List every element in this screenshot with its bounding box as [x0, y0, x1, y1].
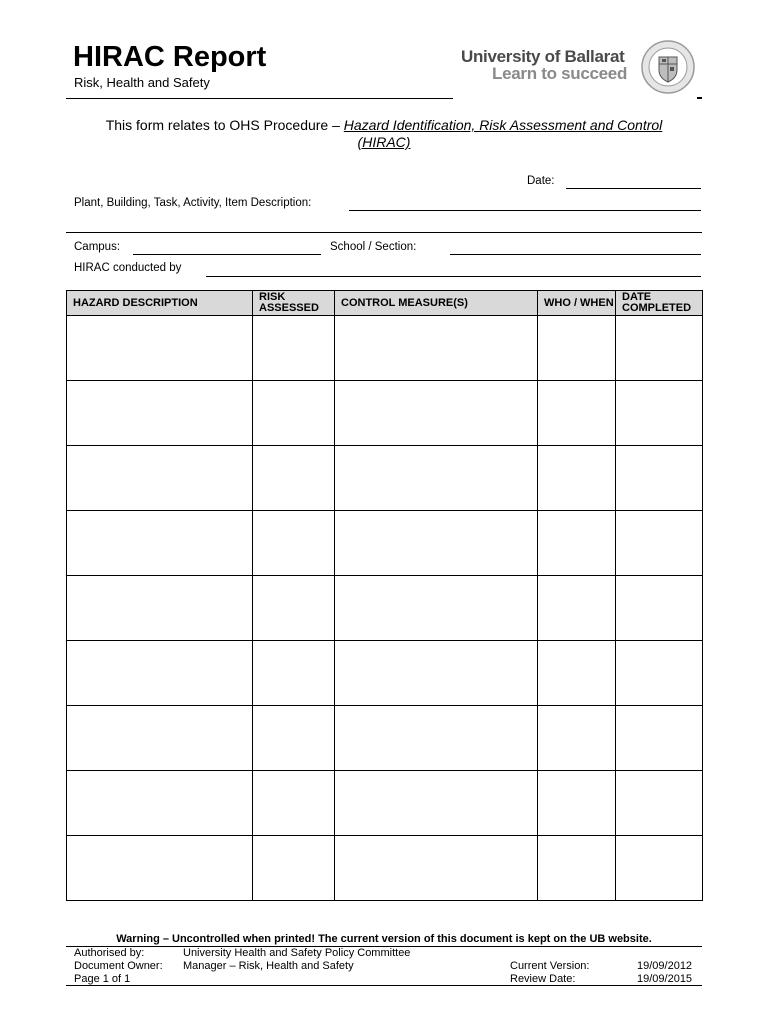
- date-cell[interactable]: [616, 446, 703, 511]
- risk-cell[interactable]: [253, 511, 335, 576]
- review-date-value: 19/09/2015: [637, 973, 693, 985]
- header-divider-end: [697, 97, 702, 99]
- table-header-row: [67, 291, 703, 316]
- control-cell[interactable]: [335, 641, 538, 706]
- procedure-link[interactable]: Hazard Identification, Risk Assessment and Control: [343, 117, 663, 133]
- authorised-by-label: Authorised by:: [74, 947, 145, 959]
- risk-cell[interactable]: [253, 706, 335, 771]
- header-date-completed: DATE COMPLETED: [616, 291, 703, 316]
- who-cell[interactable]: [538, 576, 616, 641]
- hazard-cell[interactable]: [67, 446, 253, 511]
- school-section-label: School / Section:: [330, 241, 417, 253]
- plant-description-label: Plant, Building, Task, Activity, Item Description:: [74, 197, 312, 209]
- header-risk-assessed: RISK ASSESSED: [253, 291, 335, 316]
- page-subtitle: Risk, Health and Safety: [74, 75, 210, 90]
- hazard-cell[interactable]: [67, 511, 253, 576]
- table-row: [67, 641, 703, 706]
- hazard-cell[interactable]: [67, 706, 253, 771]
- document-owner-value: Manager – Risk, Health and Safety: [183, 960, 354, 972]
- header-who-when: WHO / WHEN: [538, 291, 616, 316]
- date-cell[interactable]: [616, 381, 703, 446]
- who-cell[interactable]: [538, 836, 616, 901]
- campus-field[interactable]: [133, 254, 321, 255]
- authorised-by-value: University Health and Safety Policy Committee: [183, 947, 411, 959]
- who-cell[interactable]: [538, 641, 616, 706]
- hazard-table: [66, 290, 703, 901]
- hazard-cell[interactable]: [67, 576, 253, 641]
- uncontrolled-warning: Warning – Uncontrolled when printed! The current version of this document is kept on the UB website.: [116, 933, 652, 945]
- table-row: [67, 771, 703, 836]
- conducted-by-field[interactable]: [206, 276, 701, 277]
- procedure-link-abbr[interactable]: (HIRAC): [357, 134, 411, 150]
- risk-cell[interactable]: [253, 446, 335, 511]
- hazard-cell[interactable]: [67, 771, 253, 836]
- who-cell[interactable]: [538, 316, 616, 381]
- table-row: [67, 381, 703, 446]
- conducted-by-label: HIRAC conducted by: [74, 262, 182, 274]
- date-cell[interactable]: [616, 576, 703, 641]
- date-label: Date:: [527, 175, 555, 187]
- who-cell[interactable]: [538, 511, 616, 576]
- university-logo-name: University of Ballarat: [461, 47, 625, 66]
- who-cell[interactable]: [538, 706, 616, 771]
- control-cell[interactable]: [335, 836, 538, 901]
- who-cell[interactable]: [538, 446, 616, 511]
- campus-label: Campus:: [74, 241, 121, 253]
- control-cell[interactable]: [335, 511, 538, 576]
- plant-description-field[interactable]: [349, 210, 701, 211]
- who-cell[interactable]: [538, 381, 616, 446]
- date-field[interactable]: [566, 188, 701, 189]
- procedure-reference: [66, 117, 702, 151]
- table-row: [67, 576, 703, 641]
- date-cell[interactable]: [616, 771, 703, 836]
- page-number: Page 1 of 1: [74, 973, 131, 985]
- risk-cell[interactable]: [253, 771, 335, 836]
- header-control-measures: CONTROL MEASURE(S): [335, 291, 538, 316]
- hazard-cell[interactable]: [67, 641, 253, 706]
- date-cell[interactable]: [616, 316, 703, 381]
- hazard-cell[interactable]: [67, 836, 253, 901]
- header-divider: [66, 98, 453, 99]
- risk-cell[interactable]: [253, 576, 335, 641]
- plant-description-field-line2[interactable]: [66, 232, 702, 233]
- date-cell[interactable]: [616, 511, 703, 576]
- table-row: [67, 836, 703, 901]
- risk-cell[interactable]: [253, 641, 335, 706]
- date-cell[interactable]: [616, 641, 703, 706]
- school-section-field[interactable]: [450, 254, 701, 255]
- control-cell[interactable]: [335, 706, 538, 771]
- current-version-label: Current Version:: [510, 960, 590, 972]
- control-cell[interactable]: [335, 446, 538, 511]
- university-seal-icon: [641, 40, 695, 94]
- risk-cell[interactable]: [253, 381, 335, 446]
- footer-divider-bottom: [66, 985, 702, 986]
- university-logo-tagline: Learn to succeed: [492, 64, 628, 83]
- procedure-prefix: This form relates to OHS Procedure –: [105, 117, 344, 133]
- date-cell[interactable]: [616, 706, 703, 771]
- table-row: [67, 706, 703, 771]
- date-cell[interactable]: [616, 836, 703, 901]
- control-cell[interactable]: [335, 316, 538, 381]
- table-row: [67, 316, 703, 381]
- control-cell[interactable]: [335, 771, 538, 836]
- page-title: HIRAC Report: [73, 41, 267, 73]
- table-row: [67, 511, 703, 576]
- who-cell[interactable]: [538, 771, 616, 836]
- document-owner-label: Document Owner:: [74, 960, 163, 972]
- hazard-cell[interactable]: [67, 381, 253, 446]
- risk-cell[interactable]: [253, 316, 335, 381]
- table-row: [67, 446, 703, 511]
- review-date-label: Review Date:: [510, 973, 576, 985]
- hazard-cell[interactable]: [67, 316, 253, 381]
- control-cell[interactable]: [335, 381, 538, 446]
- header-hazard-description: HAZARD DESCRIPTION: [67, 291, 253, 316]
- risk-cell[interactable]: [253, 836, 335, 901]
- control-cell[interactable]: [335, 576, 538, 641]
- current-version-value: 19/09/2012: [637, 960, 693, 972]
